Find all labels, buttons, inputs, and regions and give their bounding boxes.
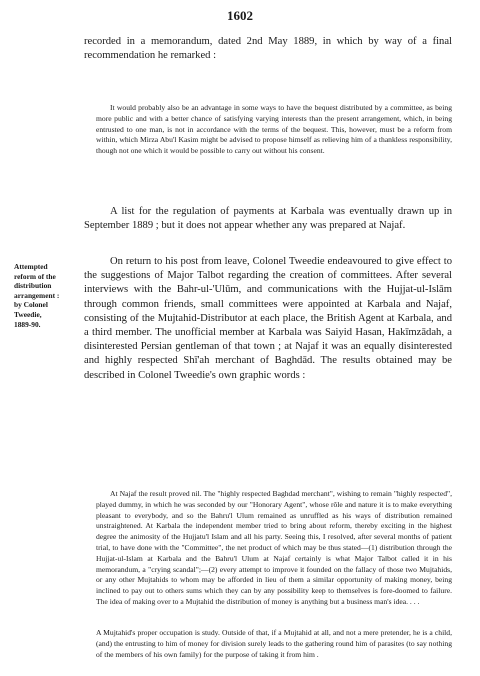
- margin-note-line: distribution: [14, 281, 52, 291]
- quote-block-3: A Mujtahid's proper occupation is study. Outside of that, if a Mujtahid at all, and not a mere pretender, he is a child, (and) the entrusting to him of money for division surely leads to the gathering round him of parasites (to say nothing of the members of his own family) for the purpose of taking it from him .: [96, 628, 452, 659]
- page-number: 1602: [227, 8, 253, 23]
- paragraph-tweedie-reform: On return to his post from leave, Colonel Tweedie endeavoured to give effect to the suggestions of Major Talbot regarding the creation of committees. After several interviews with the Bahr-ul-'Ulūm, and communications with the Hujjat-ul-Islām through common friends, small committees were appointed at Karbala and Najaf, consisting of the Mujtahid-Distributor at each place, the British Agent at Karbala, and a third member. The unofficial member at Karbala was Saiyid Hasan, Hakīmzādah, a disinterested Persian gentleman of that town ; at Najaf it was an equally disinterested and highly respected Shī'ah merchant of Baghdād. The results obtained may be described in Colonel Tweedie's own graphic words :: [84, 256, 452, 381]
- quote-block-2: At Najaf the result proved nil. The "highly respected Baghdad merchant", wishing to remain "highly respected", played dummy, in which he was seconded by our "Honorary Agent", whose rôle and nature it is to make everything pleasant to everybody, and so the Bahru'l Ulum remained as unruffled as his ways of distribution remained unstraightened. At Karbala the independent member tried to bring about reform, thereby exciting in the highest degree the animosity of the Hujjatu'l Islam and all his party. Seeing this, I resolved, after several months of patient trial, to have done with the "Committee", the net product of which may be thus stated—(1) distribution through the Hujjat-ul-Islam at Karbala and the Bahru'l Ulum at Najaf certainly is what Major Talbot called it in his memorandum, a "crying scandal";—(2) every attempt to improve it founded on the fallacy of those two Mujtahids, or any other Mujtahids to whom may be afforded in lieu of them a similar opportunity of making money, being inclined to pay out to others sums which they can by any possibility keep to themselves is fore-doomed to failure. The idea of making over to a Mujtahid the distribution of money is anything but a business man's idea. . . .: [96, 489, 452, 606]
- paragraph-intro: recorded in a memorandum, dated 2nd May 1889, in which by way of a final recommendation he remarked :: [84, 36, 452, 62]
- margin-note-line: arrangement :: [14, 290, 60, 300]
- paragraph-karbala-list: A list for the regulation of payments at Karbala was eventually drawn up in September 1889 ; but it does not appear whether any was prepared at Najaf.: [84, 206, 452, 232]
- margin-note-dates: 1889-90.: [14, 319, 41, 329]
- margin-note-line: Attempted: [14, 262, 48, 271]
- margin-note-line: reform of the: [14, 271, 56, 281]
- margin-note-line: by Colonel: [14, 300, 48, 310]
- margin-note: [14, 262, 72, 329]
- quote-block-1: It would probably also be an advantage in some ways to have the bequest distributed by a committee, as being more public and with a better chance of satisfying varying interests than the present arrangement, which, in being entrusted to one man, is not in accordance with the terms of the bequest. This, however, must be a reform from within, which Mirza Abu'l Kasim might be advised to propose himself as relieving him of a thankless responsibility, though not one which it would be possible to carry out without his consent.: [96, 103, 452, 156]
- margin-note-line: Tweedie,: [14, 309, 42, 319]
